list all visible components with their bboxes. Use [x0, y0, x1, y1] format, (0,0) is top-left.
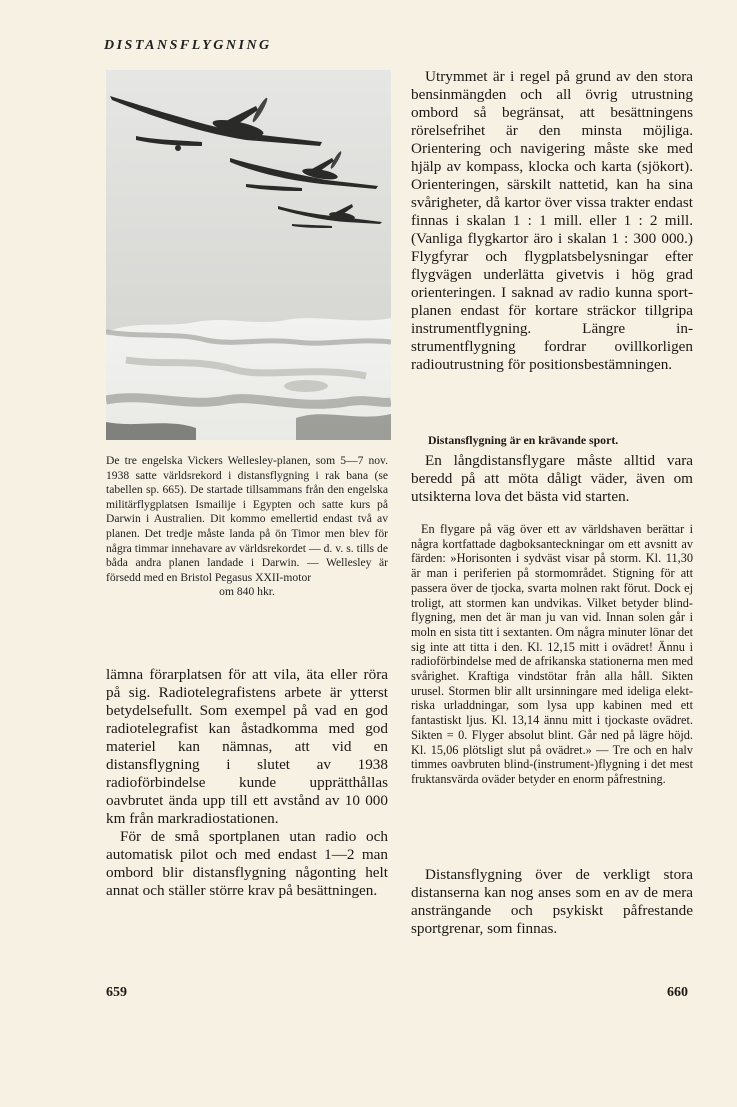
right-paragraph-3: Distansflygning över de verkligt stora distanserna kan nog anses som en av de mera ansträngande och psykiskt påfrestande sportgrenar, som finnas. [411, 866, 693, 937]
diary-excerpt [411, 522, 693, 787]
cloud-layer [106, 318, 391, 440]
page-number-right: 660 [667, 985, 688, 1000]
airplanes-over-clouds-photo [106, 70, 391, 440]
photo-caption [106, 454, 388, 600]
right-column-top [411, 68, 693, 374]
right-paragraph-1: Utrymmet är i regel på grund av den stora bensinmängden och all övrig utrustning ombord så begränsat, att besättningens rörelsefrihet är den minsta möjliga. Orientering och navigering måste ske med hjälp av kompass, klocka och karta (sjökort). Orienteringen, särskilt nattetid, kan ha sina svårigheter, då kartor över vissa trakter endast finnas i skalan 1 : 1 mill. eller 1 : 2 mill. (Vanliga flygkartor äro i skalan 1 : 300 000.) Flygfyrar och flygplatsbelysningar efter flygvägen underlätta givetvis i hög grad orienteringen. I saknad av radio kunna sportplanen endast för kortare sträckor tillgripa instrumentflygning. Längre instrumentflygning fordrar ovillkorligen radioutrustning för positionsbestämningen. [411, 68, 693, 373]
caption-body: De tre engelska Vickers Wellesley-planen, som 5—7 nov. 1938 satte världsrekord i distansflygning i rak bana (se tabellen sp. 665). De startade tillsammans från den engelska militärflygplatsen Ismailije i Egypten och satte kurs på Darwin i Australien. Dit kommo emellertid endast två av planen. Det tredje måste landa på ön Timor men blev för några timmar innehavare av världsrekordet — d. v. s. tills de båda andra planen landade i Darwin. — Wellesley är försedd med en Bristol Pegasus XXII-motor [106, 454, 388, 584]
left-paragraph-1: lämna förarplatsen för att vila, äta eller röra på sig. Radiotelegrafistens arbete är ytterst betydelsefullt. Som exempel på vad en god radiotelegrafist kan åstadkomma med god materiel kan nämnas, att vid en distansflygning i slutet av 1938 radioförbindelse kunde upprätthållas oavbrutet ända upp till ett avstånd av 10 000 km från markradiostationen. [106, 666, 388, 827]
left-paragraph-2: För de små sportplanen utan radio och automatisk pilot och med endast 1—2 man ombord blir distansflygning någonting helt annat och ställer större krav på besättningen. [106, 828, 388, 899]
running-head: DISTANSFLYGNING [104, 38, 272, 53]
caption-last-line: om 840 hkr. [219, 585, 275, 599]
diary-excerpt-text: En flygare på väg över ett av världshaven berättar i några kortfattade dagboksanteckningar om ett avsnitt av färden: »Horisonten i sydväst visar på storm. Kl. 11,30 är man i periferien på stormområdet. Stigning för att passera över de tjocka, svarta molnen rakt förut. Dock ej troligt, att stormen kan undvikas. Vilket betyder blindflygning, men det är man ju van vid. Innan solen går i moln en sista titt i sextanten. Om några minuter lönar det sig inte att titta i den. Kl. 12,15 mitt i ovädret! Ännu i radioförbindelse med de afrikanska stationerna men med svårighet. Kraftiga vindstötar från alla håll. Sikten urusel. Stormen blir allt ursinningare med ideliga elektriska urladdningar, som lysa upp kabinen med ett fantastiskt ljus. Kl. 13,14 ännu mitt i tjockaste ovädret. Sikten = 0. Flyger absolut blint. Går ned på lägre höjd. Kl. 15,06 plötsligt slut på ovädret.» — Tre och en halv timmes oavbruten blind-(instrument-)flygning i det mest fruktansvärda oväder betyder en enorm påfrestning. [411, 522, 693, 786]
section-subhead: Distansflygning är en krävande sport. [428, 433, 619, 447]
left-column [106, 666, 388, 900]
right-paragraph-2: En långdistansflygare måste alltid vara beredd på att möta dåligt väder, även om utsikterna lova det bästa vid starten. [411, 452, 693, 505]
right-column-bottom [411, 866, 693, 938]
page-number-left: 659 [106, 985, 127, 1000]
right-column-middle [411, 452, 693, 506]
